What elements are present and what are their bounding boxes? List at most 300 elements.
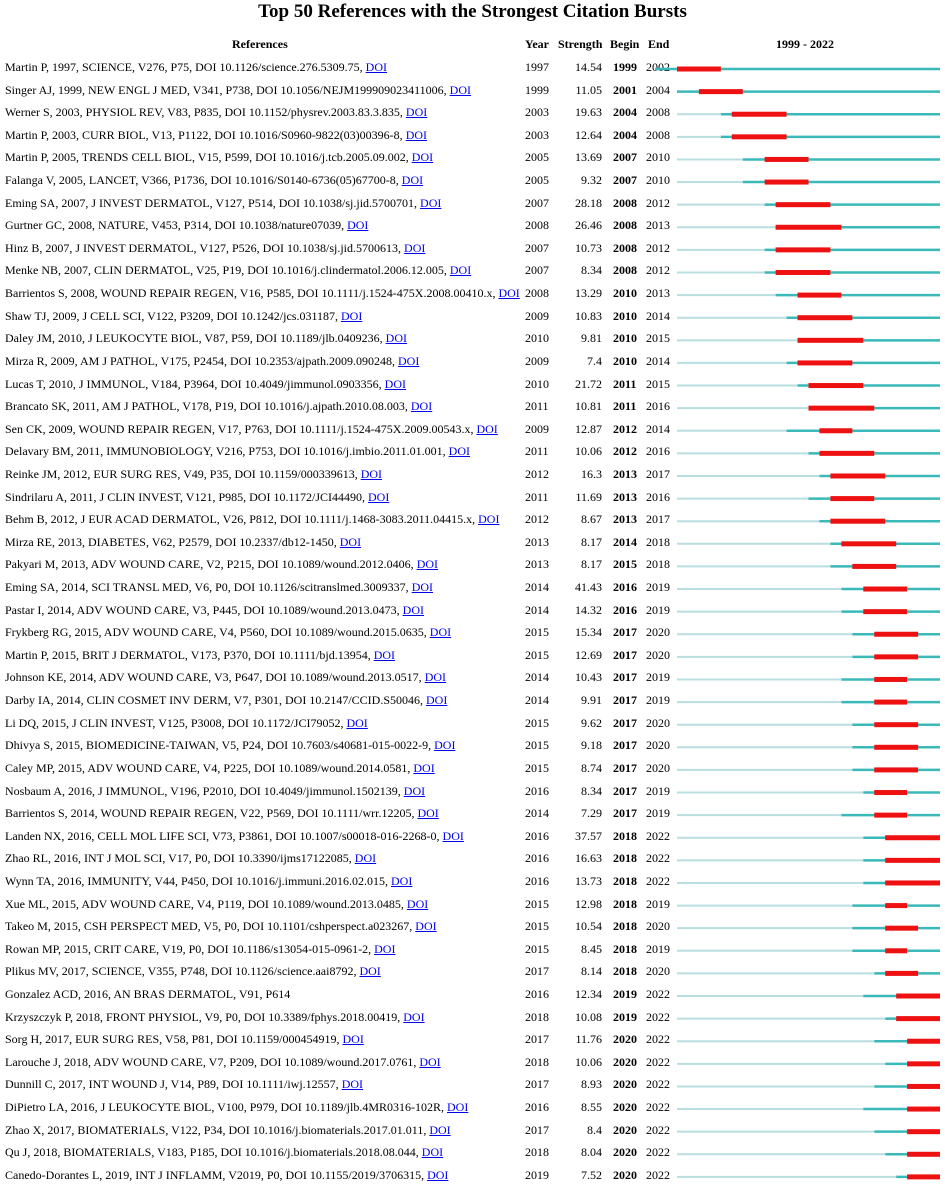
doi-link[interactable]: DOI [410,399,433,414]
year-cell: 2011 [525,399,549,414]
begin-cell: 2004 [613,105,637,120]
year-cell: 2018 [525,1009,549,1024]
year-cell: 2005 [525,150,549,165]
burst-bar [885,858,940,863]
strength-cell: 21.72 [575,376,602,391]
burst-bar [874,722,918,727]
year-cell: 2015 [525,919,549,934]
end-cell: 2020 [646,964,670,979]
reference-citation: Martin P, 1997, SCIENCE, V276, P75, DOI 10.1126/science.276.5309.75, [5,60,366,74]
burst-bar [732,134,787,139]
doi-link[interactable]: DOI [346,715,368,730]
begin-cell: 2013 [613,489,637,504]
begin-cell: 2017 [613,738,637,753]
end-cell: 2018 [646,557,670,572]
year-cell: 2009 [525,308,549,323]
doi-link[interactable]: DOI [417,806,439,821]
strength-cell: 12.69 [575,647,602,662]
burst-bar [907,1174,940,1179]
burst-bar [776,247,831,252]
end-cell: 2016 [646,444,670,459]
doi-link[interactable]: DOI [341,1077,364,1092]
header-begin: Begin [610,37,640,51]
burst-bar [765,157,809,162]
doi-link[interactable]: DOI [434,738,456,753]
reference-citation: Werner S, 2003, PHYSIOL REV, V83, P835, DOI 10.1152/physrev.2003.83.3.835, [5,105,406,120]
reference-citation: Johnson KE, 2014, ADV WOUND CARE, V3, P647, DOI 10.1089/wound.2013.0517, [5,670,425,685]
strength-cell: 8.17 [581,534,602,549]
reference-citation: Martin P, 2015, BRIT J DERMATOL, V173, P370, DOI 10.1111/bjd.13954, [5,647,374,662]
strength-cell: 8.34 [581,783,602,798]
reference-citation: Eming SA, 2014, SCI TRANSL MED, V6, P0, DOI 10.1126/scitranslmed.3009337, [5,580,412,595]
strength-cell: 13.69 [575,150,602,165]
reference-citation: Landen NX, 2016, CELL MOL LIFE SCI, V73, P3861, DOI 10.1007/s00018-016-2268-0, [5,828,443,843]
doi-link[interactable]: DOI [403,1009,425,1024]
reference-citation: Dhivya S, 2015, BIOMEDICINE-TAIWAN, V5, P24, DOI 10.7603/s40681-015-0022-9, [5,738,435,753]
burst-bar [852,564,896,569]
begin-cell: 2017 [613,625,637,640]
doi-link[interactable]: DOI [359,964,381,979]
reference-citation: Pastar I, 2014, ADV WOUND CARE, V3, P445, DOI 10.1089/wound.2013.0473, [5,602,403,617]
reference-citation: Sen CK, 2009, WOUND REPAIR REGEN, V17, P763, DOI 10.1111/j.1524-475X.2009.00543.x, [5,421,477,436]
doi-link[interactable]: DOI [449,82,471,97]
doi-link[interactable]: DOI [404,240,426,255]
strength-cell: 10.06 [575,1054,602,1069]
begin-cell: 2020 [613,1167,637,1182]
reference-citation: Larouche J, 2018, ADV WOUND CARE, V7, P209, DOI 10.1089/wound.2017.0761, [5,1054,420,1069]
reference-citation: Zhao X, 2017, BIOMATERIALS, V122, P34, DOI 10.1016/j.biomaterials.2017.01.011, [5,1122,430,1137]
year-cell: 2016 [525,987,549,1001]
strength-cell: 14.32 [575,602,602,617]
reference-citation: Sindrilaru A, 2011, J CLIN INVEST, V121, P985, DOI 10.1172/JCI44490, [5,489,368,504]
year-cell: 2008 [525,286,549,301]
doi-link[interactable]: DOI [347,218,369,233]
burst-bar [841,541,896,546]
year-cell: 2014 [525,602,549,617]
strength-cell: 26.46 [575,218,602,233]
begin-cell: 2020 [613,1077,637,1092]
end-cell: 2010 [646,173,670,188]
begin-cell: 2010 [613,331,637,346]
year-cell: 2015 [525,715,549,730]
doi-link[interactable]: DOI [403,783,426,798]
doi-link[interactable]: DOI [442,828,464,843]
burst-bar [907,1152,940,1157]
reference-citation: Mirza RE, 2013, DIABETES, V62, P2579, DOI 10.2337/db12-1450, [5,534,340,549]
begin-cell: 2020 [613,1032,637,1047]
end-cell: 2022 [646,1054,670,1069]
reference-citation: Pakyari M, 2013, ADV WOUND CARE, V2, P215, DOI 10.1089/wound.2012.0406, [5,557,417,572]
strength-cell: 28.18 [575,195,602,210]
doi-link[interactable]: DOI [420,195,442,210]
strength-cell: 11.05 [575,82,602,97]
reference-citation: Caley MP, 2015, ADV WOUND CARE, V4, P225, DOI 10.1089/wound.2014.0581, [5,760,414,775]
burst-bar [863,587,907,592]
begin-cell: 2004 [613,127,637,142]
doi-link[interactable]: DOI [405,105,428,120]
begin-cell: 2018 [613,919,637,934]
end-cell: 2020 [646,625,670,640]
strength-cell: 8.45 [581,941,602,956]
begin-cell: 2016 [613,602,637,617]
begin-cell: 2017 [613,806,637,821]
year-cell: 1997 [525,60,549,74]
end-cell: 2022 [646,1122,670,1137]
end-cell: 2022 [646,1032,670,1047]
begin-cell: 2018 [613,896,637,911]
doi-link[interactable]: DOI [413,760,435,775]
strength-cell: 12.34 [575,987,602,1001]
strength-cell: 13.73 [575,873,602,888]
end-cell: 2015 [646,376,670,391]
header-end: End [648,37,670,51]
doi-link[interactable]: DOI [405,127,428,142]
end-cell: 2019 [646,806,670,821]
doi-link[interactable]: DOI [373,647,396,662]
begin-cell: 2017 [613,693,637,708]
begin-cell: 2012 [613,421,637,436]
strength-cell: 10.43 [575,670,602,685]
strength-cell: 16.3 [581,466,602,481]
year-cell: 2003 [525,105,549,120]
begin-cell: 2013 [613,512,637,527]
doi-link[interactable]: DOI [342,1032,364,1047]
reference-citation: DiPietro LA, 2016, J LEUKOCYTE BIOL, V100, P979, DOI 10.1189/jlb.4MR0316-102R, [5,1100,447,1115]
begin-cell: 2019 [613,987,637,1001]
burst-bar [819,451,874,456]
end-cell: 2018 [646,534,670,549]
begin-cell: 2017 [613,647,637,662]
doi-link[interactable]: DOI [368,489,390,504]
burst-bar [907,1061,940,1066]
strength-cell: 8.67 [581,512,602,527]
strength-cell: 8.93 [581,1077,602,1092]
begin-cell: 2015 [613,557,637,572]
begin-cell: 2014 [613,534,637,549]
reference-citation: Barrientos S, 2014, WOUND REPAIR REGEN, V22, P569, DOI 10.1111/wrr.12205, [5,806,418,821]
end-cell: 2008 [646,127,670,142]
year-cell: 2012 [525,466,549,481]
doi-link[interactable]: DOI [449,263,472,278]
strength-cell: 7.29 [581,806,602,821]
reference-citation: Mirza R, 2009, AM J PATHOL, V175, P2454, DOI 10.2353/ajpath.2009.090248, [5,353,399,368]
year-cell: 2015 [525,760,549,775]
begin-cell: 2007 [613,150,637,165]
begin-cell: 2011 [613,399,637,414]
doi-link[interactable]: DOI [429,1122,451,1137]
reference-citation: Menke NB, 2007, CLIN DERMATOL, V25, P19, DOI 10.1016/j.clindermatol.2006.12.005, [5,263,450,278]
reference-citation: Singer AJ, 1999, NEW ENGL J MED, V341, P738, DOI 10.1056/NEJM199909023411006, [5,82,450,97]
strength-cell: 12.98 [575,896,602,911]
burst-bar [885,926,918,931]
doi-link[interactable]: DOI [448,444,470,459]
year-cell: 2008 [525,218,549,233]
doi-link[interactable]: DOI [374,941,396,956]
doi-link[interactable]: DOI [416,557,439,572]
end-cell: 2014 [646,308,670,323]
end-cell: 2022 [646,1145,670,1160]
year-cell: 2013 [525,534,549,549]
doi-link[interactable]: DOI [391,873,413,888]
doi-link[interactable]: DOI [402,602,424,617]
end-cell: 2002 [646,60,670,74]
reference-citation: Wynn TA, 2016, IMMUNITY, V44, P450, DOI 10.1016/j.immuni.2016.02.015, [5,873,391,888]
year-cell: 2009 [525,421,549,436]
begin-cell: 2018 [613,964,637,979]
reference-citation: Canedo-Dorantes L, 2019, INT J INFLAMM, V2019, P0, DOI 10.1155/2019/3706315, [5,1167,428,1182]
begin-cell: 2011 [613,376,637,391]
burst-bar [699,89,743,94]
strength-cell: 8.4 [587,1122,602,1137]
year-cell: 2010 [525,376,549,391]
end-cell: 2022 [646,1009,670,1024]
doi-link[interactable]: DOI [339,534,362,549]
doi-link[interactable]: DOI [360,466,383,481]
burst-bar [885,971,918,976]
burst-bar [874,790,907,795]
end-cell: 2012 [646,263,670,278]
burst-bar [798,360,853,365]
reference-citation: Eming SA, 2007, J INVEST DERMATOL, V127, P514, DOI 10.1038/sj.jid.5700701, [5,195,421,210]
reference-citation: Martin P, 2003, CURR BIOL, V13, P1122, DOI 10.1016/S0960-9822(03)00396-8, [5,127,406,142]
burst-bar [732,112,787,117]
end-cell: 2020 [646,738,670,753]
reference-citation: Rowan MP, 2015, CRIT CARE, V19, P0, DOI 10.1186/s13054-015-0961-2, [5,941,375,956]
begin-cell: 2010 [613,308,637,323]
end-cell: 2019 [646,783,670,798]
end-cell: 2019 [646,941,670,956]
burst-bar [907,1084,940,1089]
reference-citation: Darby IA, 2014, CLIN COSMET INV DERM, V7, P301, DOI 10.2147/CCID.S50046, [5,693,427,708]
burst-bar [677,67,721,72]
year-cell: 2015 [525,941,549,956]
year-cell: 2017 [525,964,549,979]
doi-link[interactable]: DOI [424,670,447,685]
reference-citation: Dunnill C, 2017, INT WOUND J, V14, P89, DOI 10.1111/iwj.12557, [5,1077,342,1092]
end-cell: 2012 [646,195,670,210]
doi-link[interactable]: DOI [398,353,420,368]
doi-link[interactable]: DOI [498,286,520,301]
strength-cell: 9.81 [581,331,602,346]
strength-cell: 12.64 [575,127,602,142]
header-range: 1999 - 2022 [776,37,834,51]
burst-bar [830,519,885,524]
year-cell: 2007 [525,240,549,255]
reference-citation: Nosbaum A, 2016, J IMMUNOL, V196, P2010, DOI 10.4049/jimmunol.1502139, [5,783,404,798]
reference-citation: Delavary BM, 2011, IMMUNOBIOLOGY, V216, P753, DOI 10.1016/j.imbio.2011.01.001, [5,444,449,459]
begin-cell: 2020 [613,1054,637,1069]
burst-bar [874,654,918,659]
doi-link[interactable]: DOI [406,896,429,911]
year-cell: 2016 [525,873,549,888]
begin-cell: 2017 [613,760,637,775]
end-cell: 2019 [646,693,670,708]
reference-citation: Reinke JM, 2012, EUR SURG RES, V49, P35, DOI 10.1159/000339613, [5,466,361,481]
year-cell: 2017 [525,1122,549,1137]
burst-bar [874,677,907,682]
burst-bar [885,948,907,953]
doi-link[interactable]: DOI [384,376,406,391]
doi-link[interactable]: DOI [385,331,407,346]
begin-cell: 2001 [613,82,637,97]
end-cell: 2008 [646,105,670,120]
burst-bar [907,1039,940,1044]
reference-citation: Barrientos S, 2008, WOUND REPAIR REGEN, V16, P585, DOI 10.1111/j.1524-475X.2008.00410.x, [5,286,499,301]
burst-bar [776,225,842,230]
year-cell: 2013 [525,557,549,572]
strength-cell: 9.62 [581,715,602,730]
doi-link[interactable]: DOI [411,580,434,595]
begin-cell: 2017 [613,715,637,730]
strength-cell: 10.73 [575,240,602,255]
strength-cell: 10.06 [575,444,602,459]
end-cell: 2022 [646,1167,670,1182]
begin-cell: 2013 [613,466,637,481]
end-cell: 2012 [646,240,670,255]
strength-cell: 37.57 [575,828,602,843]
begin-cell: 2020 [613,1122,637,1137]
doi-link[interactable]: DOI [476,421,498,436]
begin-cell: 2018 [613,873,637,888]
begin-cell: 2008 [613,263,637,278]
burst-bar [907,1107,940,1112]
end-cell: 2017 [646,466,670,481]
burst-bar [874,813,907,818]
year-cell: 2014 [525,670,549,685]
doi-link[interactable]: DOI [421,1145,444,1160]
burst-bar [819,428,852,433]
end-cell: 2017 [646,512,670,527]
end-cell: 2013 [646,218,670,233]
year-cell: 2007 [525,195,549,210]
strength-cell: 15.34 [575,625,602,640]
year-cell: 2003 [525,127,549,142]
strength-cell: 13.29 [575,286,602,301]
year-cell: 2015 [525,896,549,911]
reference-citation: Falanga V, 2005, LANCET, V366, P1736, DOI 10.1016/S0140-6736(05)67700-8, [5,173,402,188]
reference-citation: Behm B, 2012, J EUR ACAD DERMATOL, V26, P812, DOI 10.1111/j.1468-3083.2011.04415.x, [5,512,479,527]
header-year: Year [525,37,549,51]
end-cell: 2020 [646,647,670,662]
strength-cell: 11.69 [575,489,602,504]
strength-cell: 10.81 [575,399,602,414]
burst-bar [874,700,907,705]
strength-cell: 10.54 [575,919,602,934]
doi-link[interactable]: DOI [401,173,424,188]
strength-cell: 8.17 [581,557,602,572]
reference-citation: Li DQ, 2015, J CLIN INVEST, V125, P3008, DOI 10.1172/JCI79052, [5,715,347,730]
doi-link[interactable]: DOI [427,1167,449,1182]
burst-bar [798,338,864,343]
strength-cell: 9.91 [581,693,602,708]
year-cell: 2014 [525,693,549,708]
reference-citation: Hinz B, 2007, J INVEST DERMATOL, V127, P526, DOI 10.1038/sj.jid.5700613, [5,240,405,255]
doi-link[interactable]: DOI [426,693,448,708]
doi-link[interactable]: DOI [419,1054,441,1069]
doi-link[interactable]: DOI [354,851,377,866]
strength-cell: 12.87 [575,421,602,436]
reference-citation: Sorg H, 2017, EUR SURG RES, V58, P81, DOI 10.1159/000454919, [5,1032,343,1047]
begin-cell: 2018 [613,851,637,866]
reference-citation: Frykberg RG, 2015, ADV WOUND CARE, V4, P560, DOI 10.1089/wound.2015.0635, [5,625,430,640]
doi-link[interactable]: DOI [429,625,452,640]
year-cell: 2019 [525,1167,549,1182]
reference-citation: Takeo M, 2015, CSH PERSPECT MED, V5, P0, DOI 10.1101/cshperspect.a023267, [5,919,416,934]
reference-citation: Lucas T, 2010, J IMMUNOL, V184, P3964, DOI 10.4049/jimmunol.0903356, [5,376,385,391]
end-cell: 2004 [646,82,670,97]
end-cell: 2022 [646,873,670,888]
strength-cell: 19.63 [575,105,602,120]
strength-cell: 7.52 [581,1167,602,1182]
burst-bar [830,473,885,478]
reference-citation: Gurtner GC, 2008, NATURE, V453, P314, DOI 10.1038/nature07039, [5,218,348,233]
end-cell: 2022 [646,851,670,866]
doi-link[interactable]: DOI [415,919,437,934]
strength-cell: 41.43 [575,580,602,595]
burst-bar [885,903,907,908]
doi-link[interactable]: DOI [478,512,500,527]
doi-link[interactable]: DOI [411,150,434,165]
begin-cell: 2010 [613,353,637,368]
end-cell: 2019 [646,896,670,911]
burst-bar [874,767,918,772]
end-cell: 2014 [646,421,670,436]
reference-citation: Xue ML, 2015, ADV WOUND CARE, V4, P119, DOI 10.1089/wound.2013.0485, [5,896,407,911]
doi-link[interactable]: DOI [447,1100,469,1115]
begin-cell: 2010 [613,286,637,301]
year-cell: 2009 [525,353,549,368]
year-cell: 2016 [525,828,549,843]
year-cell: 2015 [525,738,549,753]
year-cell: 2017 [525,1077,549,1092]
reference-citation: Martin P, 2005, TRENDS CELL BIOL, V15, P599, DOI 10.1016/j.tcb.2005.09.002, [5,150,412,165]
end-cell: 2022 [646,1077,670,1092]
end-cell: 2022 [646,828,670,843]
year-cell: 2015 [525,625,549,640]
doi-link[interactable]: DOI [341,308,363,323]
burst-bar [809,406,875,411]
begin-cell: 2018 [613,828,637,843]
chart-title: Top 50 References with the Strongest Citation Bursts [258,1,687,22]
doi-link[interactable]: DOI [365,60,387,74]
end-cell: 2013 [646,286,670,301]
burst-bar [830,496,874,501]
burst-bar [809,383,864,388]
begin-cell: 2007 [613,173,637,188]
strength-cell: 8.55 [581,1100,602,1115]
burst-bar [776,270,831,275]
strength-cell: 14.54 [575,60,602,74]
year-cell: 2018 [525,1145,549,1160]
strength-cell: 11.76 [575,1032,602,1047]
begin-cell: 1999 [613,60,637,74]
end-cell: 2020 [646,760,670,775]
strength-cell: 10.83 [575,308,602,323]
reference-citation: Zhao RL, 2016, INT J MOL SCI, V17, P0, DOI 10.3390/ijms17122085, [5,851,355,866]
header-references: References [232,37,288,51]
burst-bar [874,745,918,750]
year-cell: 2018 [525,1054,549,1069]
strength-cell: 10.08 [575,1009,602,1024]
end-cell: 2020 [646,715,670,730]
begin-cell: 2012 [613,444,637,459]
year-cell: 1999 [525,82,549,97]
burst-bar [765,180,809,185]
year-cell: 2016 [525,851,549,866]
begin-cell: 2020 [613,1145,637,1160]
year-cell: 2005 [525,173,549,188]
header-strength: Strength [558,37,603,51]
